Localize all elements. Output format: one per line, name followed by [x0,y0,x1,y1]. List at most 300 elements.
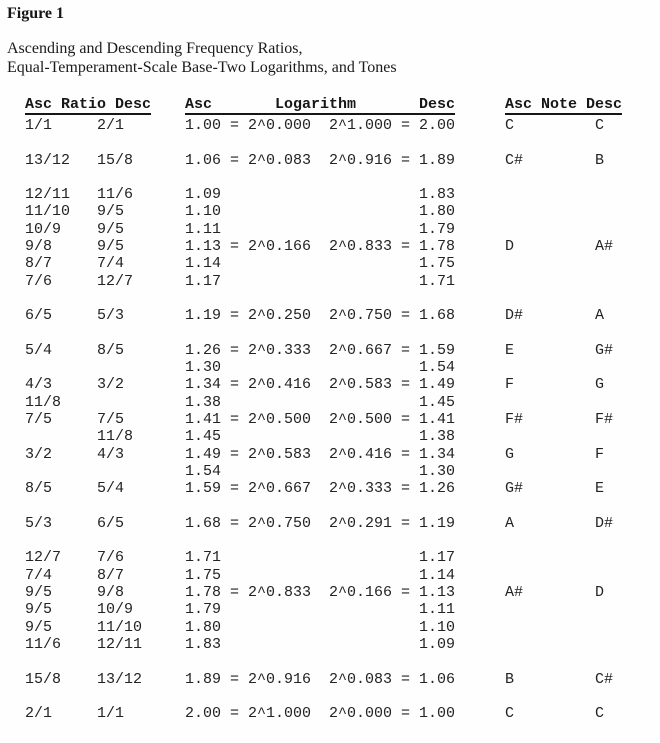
logarithm-gap [311,567,329,584]
desc-ratio-cell: 12/7 [97,272,134,290]
desc-note-cell [595,567,622,584]
asc-value-cell: 1.41 [185,411,222,429]
asc-note-cell [505,619,595,636]
row-spacer [25,498,622,515]
desc-logarithm-cell [329,359,392,376]
asc-logarithm-cell [248,359,311,376]
desc-value-cell: 1.09 [419,635,456,653]
desc-logarithm-cell [329,549,392,566]
desc-note-cell [595,549,622,566]
asc-equals-sign [221,636,248,653]
logarithm-gap [311,221,329,238]
logarithm-gap [311,238,329,255]
desc-value-cell: 1.26 [419,480,456,498]
desc-logarithm-cell: 2^0.083 [329,670,393,688]
group-gap [455,705,505,722]
asc-ratio-cell: 9/8 [25,238,53,256]
asc-ratio-cell: 7/4 [25,566,53,584]
asc-ratio-cell: 8/5 [25,480,53,498]
group-gap [455,549,505,566]
logarithm-gap [311,463,329,480]
desc-value-cell: 1.13 [419,584,456,602]
asc-logarithm-cell [248,394,311,411]
desc-equals-sign: = [400,151,410,169]
asc-equals-sign [221,549,248,566]
desc-note-cell [595,359,622,376]
asc-note-cell [505,359,595,376]
asc-logarithm-cell: 2^0.583 [248,445,312,463]
desc-note-cell: G# [595,341,614,359]
asc-logarithm-cell: 2^0.916 [248,670,312,688]
desc-equals-sign: = [400,341,410,359]
header-ratio-group: Asc Ratio Desc [25,96,152,113]
row-spacer [25,688,622,705]
asc-note-cell: G# [505,480,524,498]
desc-logarithm-cell: 2^0.291 [329,514,393,532]
desc-equals-sign [392,394,419,411]
group-gap [455,359,505,376]
group-gap [455,619,505,636]
desc-note-cell: C [595,117,605,134]
asc-ratio-cell: 12/7 [25,549,62,567]
asc-note-cell: C# [505,151,524,169]
logarithm-gap [311,446,329,463]
table-row [25,463,622,480]
asc-value-cell: 1.49 [185,445,222,463]
desc-logarithm-cell: 2^0.583 [329,376,393,394]
group-gap [455,221,505,238]
table-row [25,186,622,203]
asc-logarithm-cell [248,567,311,584]
desc-ratio-cell [97,463,185,480]
asc-logarithm-cell: 2^0.667 [248,480,312,498]
desc-value-cell: 1.78 [419,238,456,256]
table-row [25,203,622,220]
desc-equals-sign [392,636,419,653]
asc-equals-sign: = [229,117,239,134]
asc-note-cell: D [505,238,515,256]
asc-ratio-cell [25,428,97,445]
group-gap [455,515,505,532]
asc-note-cell [505,255,595,272]
desc-logarithm-cell [329,394,392,411]
asc-note-cell: B [505,670,515,688]
group-gap [455,463,505,480]
asc-ratio-cell: 8/7 [25,255,53,273]
asc-equals-sign [221,463,248,480]
desc-ratio-cell [97,359,185,376]
logarithm-gap [311,705,329,722]
desc-ratio-cell: 9/5 [97,220,125,238]
desc-ratio-cell: 8/7 [97,566,125,584]
asc-note-cell [505,428,595,445]
asc-logarithm-cell: 2^0.333 [248,341,312,359]
table-row [25,601,622,618]
asc-equals-sign [221,186,248,203]
asc-note-cell [505,221,595,238]
desc-ratio-cell: 15/8 [97,151,134,169]
logarithm-gap [311,117,329,134]
desc-value-cell: 1.41 [419,411,456,429]
asc-value-cell: 1.26 [185,341,222,359]
desc-logarithm-cell: 2^1.000 [329,117,393,134]
asc-value-cell: 1.30 [185,359,222,377]
desc-note-cell: C [595,705,605,723]
row-spacer [25,653,622,670]
asc-value-cell: 1.14 [185,255,222,273]
desc-equals-sign [392,549,419,566]
asc-ratio-cell [25,463,97,480]
group-gap [455,117,505,134]
desc-logarithm-cell: 2^0.916 [329,151,393,169]
desc-equals-sign [392,601,419,618]
asc-logarithm-cell [248,636,311,653]
desc-equals-sign [392,221,419,238]
asc-value-cell: 1.78 [185,584,222,602]
desc-note-cell [595,601,622,618]
asc-value-cell: 1.54 [185,462,222,480]
desc-note-cell: C# [595,670,614,688]
group-gap [455,446,505,463]
asc-ratio-cell [25,359,97,376]
asc-equals-sign: = [229,514,239,532]
desc-equals-sign [392,255,419,272]
desc-note-cell: A# [595,238,614,256]
asc-value-cell: 1.59 [185,480,222,498]
asc-note-cell [505,186,595,203]
asc-value-cell: 1.11 [185,220,222,238]
asc-note-cell: F [505,376,515,394]
group-gap [455,273,505,290]
asc-value-cell: 1.00 [185,117,222,134]
desc-value-cell: 1.19 [419,514,456,532]
desc-value-cell: 1.71 [419,272,456,290]
table-row [25,117,622,134]
asc-value-cell: 1.09 [185,186,222,204]
desc-ratio-cell: 8/5 [97,341,125,359]
desc-ratio-cell: 11/8 [97,428,134,446]
asc-value-cell: 1.13 [185,238,222,256]
group-gap [455,601,505,618]
desc-equals-sign: = [400,514,410,532]
desc-logarithm-cell: 2^0.750 [329,307,393,325]
asc-logarithm-cell: 2^0.166 [248,238,312,256]
desc-ratio-cell: 7/4 [97,255,125,273]
figure-title [7,39,397,77]
logarithm-gap [311,428,329,445]
desc-value-cell: 1.75 [419,255,456,273]
table-row [25,428,622,445]
logarithm-gap [311,359,329,376]
desc-value-cell: 1.80 [419,203,456,221]
desc-logarithm-cell [329,601,392,618]
asc-note-cell [505,394,595,411]
desc-ratio-cell: 4/3 [97,445,125,463]
asc-note-cell: C [505,117,515,134]
logarithm-gap [311,273,329,290]
asc-equals-sign: = [229,238,239,256]
asc-ratio-cell: 5/4 [25,341,53,359]
row-spacer [25,134,622,151]
table-row [25,394,622,411]
desc-logarithm-cell: 2^0.416 [329,445,393,463]
asc-logarithm-cell [248,273,311,290]
row-spacer [25,325,622,342]
desc-note-cell [595,221,622,238]
desc-note-cell: F [595,445,605,463]
group-gap [455,671,505,688]
desc-ratio-cell: 12/11 [97,635,143,653]
asc-equals-sign: = [229,584,239,602]
desc-equals-sign [392,567,419,584]
logarithm-gap [311,671,329,688]
desc-logarithm-cell: 2^0.500 [329,411,393,429]
desc-value-cell: 1.49 [419,376,456,394]
table-row [25,359,622,376]
logarithm-gap [311,307,329,324]
desc-value-cell: 1.14 [419,566,456,584]
group-gap [455,636,505,653]
desc-value-cell: 1.89 [419,151,456,169]
desc-equals-sign [392,359,419,376]
desc-value-cell: 1.06 [419,670,456,688]
desc-note-cell [595,636,622,653]
desc-note-cell [595,463,622,480]
logarithm-gap [311,342,329,359]
desc-logarithm-cell [329,619,392,636]
desc-ratio-cell: 2/1 [97,117,125,134]
group-gap [455,342,505,359]
table-header-row [25,96,622,117]
asc-note-cell: C [505,705,515,723]
desc-ratio-cell: 9/8 [97,584,125,602]
desc-ratio-cell [97,394,185,411]
asc-note-cell: D# [505,307,524,325]
asc-equals-sign [221,428,248,445]
desc-note-cell [595,428,622,445]
asc-ratio-cell: 15/8 [25,670,62,688]
asc-equals-sign: = [229,151,239,169]
header-note-group: Asc Note Desc [505,96,623,113]
asc-logarithm-cell [248,255,311,272]
desc-value-cell: 1.34 [419,445,456,463]
asc-logarithm-cell [248,463,311,480]
desc-note-cell [595,619,622,636]
table-row [25,671,622,688]
desc-value-cell: 1.17 [419,549,456,567]
table-row [25,307,622,324]
desc-note-cell [595,273,622,290]
asc-value-cell: 1.79 [185,601,222,619]
group-gap [455,255,505,272]
asc-note-cell [505,601,595,618]
asc-logarithm-cell [248,203,311,220]
asc-equals-sign [221,273,248,290]
desc-ratio-cell: 5/3 [97,307,125,325]
desc-value-cell: 1.10 [419,618,456,636]
desc-note-cell: D [595,584,605,602]
asc-ratio-cell: 11/10 [25,203,71,221]
asc-ratio-cell: 4/3 [25,376,53,394]
asc-note-cell: E [505,341,515,359]
asc-equals-sign: = [229,341,239,359]
desc-note-cell: E [595,480,605,498]
table-row [25,619,622,636]
desc-equals-sign: = [400,307,410,325]
table-row [25,255,622,272]
asc-note-cell [505,636,595,653]
desc-equals-sign: = [400,480,410,498]
desc-ratio-cell: 3/2 [97,376,125,394]
table-row [25,342,622,359]
asc-value-cell: 1.83 [185,635,222,653]
desc-note-cell: D# [595,514,614,532]
asc-ratio-cell: 13/12 [25,151,71,169]
asc-equals-sign: = [229,705,239,723]
asc-equals-sign: = [229,445,239,463]
desc-ratio-cell: 9/5 [97,203,125,221]
desc-note-cell [595,255,622,272]
group-gap [455,238,505,255]
asc-value-cell: 1.06 [185,151,222,169]
asc-value-cell: 1.80 [185,618,222,636]
table-row [25,221,622,238]
asc-equals-sign [221,359,248,376]
desc-logarithm-cell [329,463,392,480]
asc-logarithm-cell [248,619,311,636]
asc-equals-sign [221,394,248,411]
row-spacer [25,290,622,307]
table-row [25,411,622,428]
asc-note-cell: A# [505,584,524,602]
desc-logarithm-cell [329,636,392,653]
table-row [25,480,622,497]
table-row [25,515,622,532]
asc-note-cell [505,463,595,480]
desc-logarithm-cell: 2^0.833 [329,238,393,256]
asc-note-cell [505,549,595,566]
group-gap [455,186,505,203]
asc-ratio-cell: 9/5 [25,601,53,619]
desc-value-cell: 1.30 [419,462,456,480]
desc-ratio-cell: 10/9 [97,601,134,619]
asc-logarithm-cell [248,549,311,566]
asc-ratio-cell: 11/6 [25,635,62,653]
desc-logarithm-cell [329,255,392,272]
table-row [25,567,622,584]
desc-equals-sign [392,203,419,220]
table-row [25,584,622,601]
desc-ratio-cell: 5/4 [97,480,125,498]
asc-equals-sign: = [229,670,239,688]
asc-value-cell: 1.19 [185,307,222,325]
header-logarithm-title: Logarithm [275,96,357,113]
asc-note-cell [505,203,595,220]
desc-equals-sign: = [400,411,410,429]
desc-equals-sign [392,186,419,203]
table-row [25,152,622,169]
group-gap [455,307,505,324]
asc-ratio-cell: 9/5 [25,584,53,602]
logarithm-gap [311,584,329,601]
asc-value-cell: 1.10 [185,203,222,221]
asc-value-cell: 1.45 [185,428,222,446]
group-gap [455,567,505,584]
desc-value-cell: 1.38 [419,428,456,446]
desc-logarithm-cell: 2^0.667 [329,341,393,359]
desc-note-cell [595,203,622,220]
logarithm-gap [311,152,329,169]
asc-value-cell: 1.71 [185,549,222,567]
asc-logarithm-cell: 2^1.000 [248,705,312,723]
table-row [25,549,622,566]
asc-logarithm-cell [248,601,311,618]
asc-ratio-cell: 11/8 [25,393,62,411]
table-body [25,117,622,722]
asc-ratio-cell: 1/1 [25,117,53,134]
asc-equals-sign [221,567,248,584]
desc-value-cell: 2.00 [419,117,456,134]
table-row [25,273,622,290]
asc-ratio-cell: 7/6 [25,272,53,290]
asc-ratio-cell: 6/5 [25,307,53,325]
desc-logarithm-cell [329,221,392,238]
desc-equals-sign [392,428,419,445]
asc-value-cell: 1.75 [185,566,222,584]
desc-equals-sign: = [400,238,410,256]
desc-equals-sign: = [400,117,410,134]
asc-ratio-cell: 2/1 [25,705,53,723]
desc-value-cell: 1.00 [419,705,456,723]
asc-logarithm-cell: 2^0.500 [248,411,312,429]
asc-value-cell: 2.00 [185,705,222,723]
desc-logarithm-cell: 2^0.000 [329,705,393,723]
table-row [25,705,622,722]
header-logarithm-asc: Asc [185,96,213,113]
desc-equals-sign: = [400,376,410,394]
desc-ratio-cell: 9/5 [97,238,125,256]
asc-ratio-cell: 3/2 [25,445,53,463]
row-spacer [25,532,622,549]
desc-logarithm-cell [329,186,392,203]
group-gap [455,428,505,445]
desc-ratio-cell: 1/1 [97,705,125,723]
asc-logarithm-cell [248,221,311,238]
table-row [25,238,622,255]
asc-logarithm-cell [248,186,311,203]
frequency-ratio-table [25,96,622,722]
desc-note-cell: A [595,307,605,325]
asc-note-cell [505,273,595,290]
desc-note-cell: F# [595,411,614,429]
logarithm-gap [311,394,329,411]
figure-title-line-2: Equal-Temperament-Scale Base-Two Logarithms, and Tones [7,59,397,76]
logarithm-gap [311,619,329,636]
asc-value-cell: 1.68 [185,514,222,532]
asc-logarithm-cell: 2^0.833 [248,584,312,602]
desc-equals-sign [392,463,419,480]
logarithm-gap [311,186,329,203]
desc-logarithm-cell [329,203,392,220]
desc-value-cell: 1.11 [419,601,456,619]
logarithm-gap [311,203,329,220]
desc-equals-sign: = [400,445,410,463]
asc-equals-sign: = [229,480,239,498]
desc-equals-sign: = [400,584,410,602]
desc-ratio-cell: 7/6 [97,549,125,567]
asc-value-cell: 1.17 [185,272,222,290]
desc-logarithm-cell [329,428,392,445]
